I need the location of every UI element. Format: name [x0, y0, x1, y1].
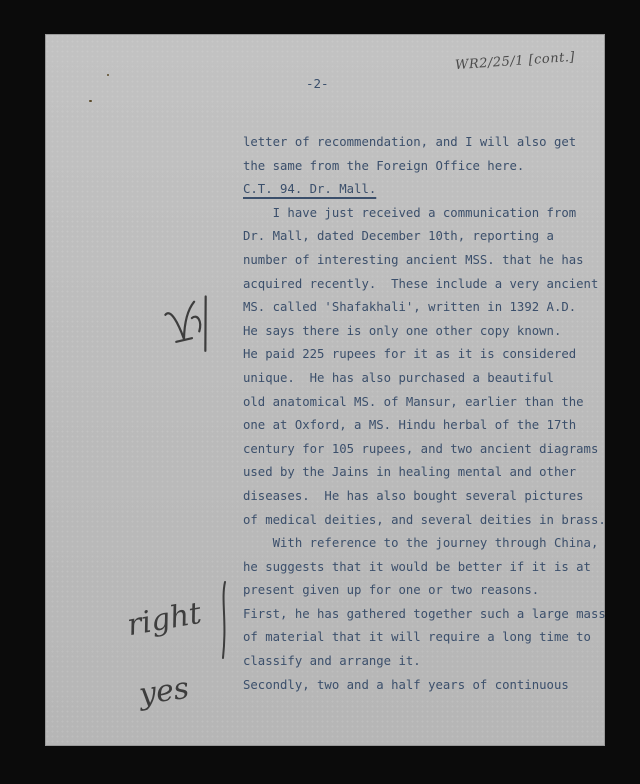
- text-line: Dr. Mall, dated December 10th, reporting a: [243, 229, 554, 244]
- document-page: [45, 34, 605, 746]
- margin-bracket-icon: [217, 580, 231, 660]
- text-line: I have just received a communication from: [243, 205, 577, 220]
- ink-speck: [107, 74, 109, 76]
- section-heading: C.T. 94. Dr. Mall.: [243, 182, 377, 197]
- handwritten-right-note: right: [124, 595, 205, 644]
- text-line: First, he has gathered together such a large mass: [243, 606, 606, 621]
- page-number: -2-: [306, 76, 329, 91]
- text-line: He says there is only one other copy known.: [243, 323, 562, 338]
- text-line: acquired recently. These include a very ancient: [243, 276, 599, 291]
- typed-letter-body: [243, 131, 606, 697]
- text-line: of medical deities, and several deities in brass.: [243, 512, 606, 527]
- text-line: number of interesting ancient MSS. that he has: [243, 252, 584, 267]
- text-line: With reference to the journey through China,: [243, 536, 599, 551]
- text-line: used by the Jains in healing mental and other: [243, 465, 577, 480]
- initials-scribble-icon: [159, 289, 225, 359]
- handwritten-initials: [159, 289, 226, 369]
- text-line: diseases. He has also bought several pictures: [243, 488, 584, 503]
- text-line: of material that it will require a long time to: [243, 630, 591, 645]
- handwritten-yes-note: yes: [136, 670, 192, 713]
- text-line: the same from the Foreign Office here.: [243, 158, 525, 173]
- archive-reference-note: WR2/25/1 [cont.]: [454, 49, 576, 74]
- text-line: he suggests that it would be better if it is at: [243, 559, 591, 574]
- text-line: letter of recommendation, and I will also get: [243, 135, 577, 149]
- text-line: one at Oxford, a MS. Hindu herbal of the 17th: [243, 418, 577, 433]
- text-line: old anatomical MS. of Mansur, earlier than the: [243, 394, 584, 409]
- text-line: MS. called 'Shafakhali', written in 1392 A.D.: [243, 300, 577, 315]
- text-line: century for 105 rupees, and two ancient diagrams: [243, 441, 599, 456]
- text-line: Secondly, two and a half years of continuous: [243, 677, 569, 692]
- ink-speck: [89, 100, 92, 102]
- text-line: present given up for one or two reasons.: [243, 583, 540, 598]
- text-line: classify and arrange it.: [243, 654, 421, 669]
- text-line: unique. He has also purchased a beautiful: [243, 370, 554, 385]
- text-line: He paid 225 rupees for it as it is considered: [243, 347, 577, 362]
